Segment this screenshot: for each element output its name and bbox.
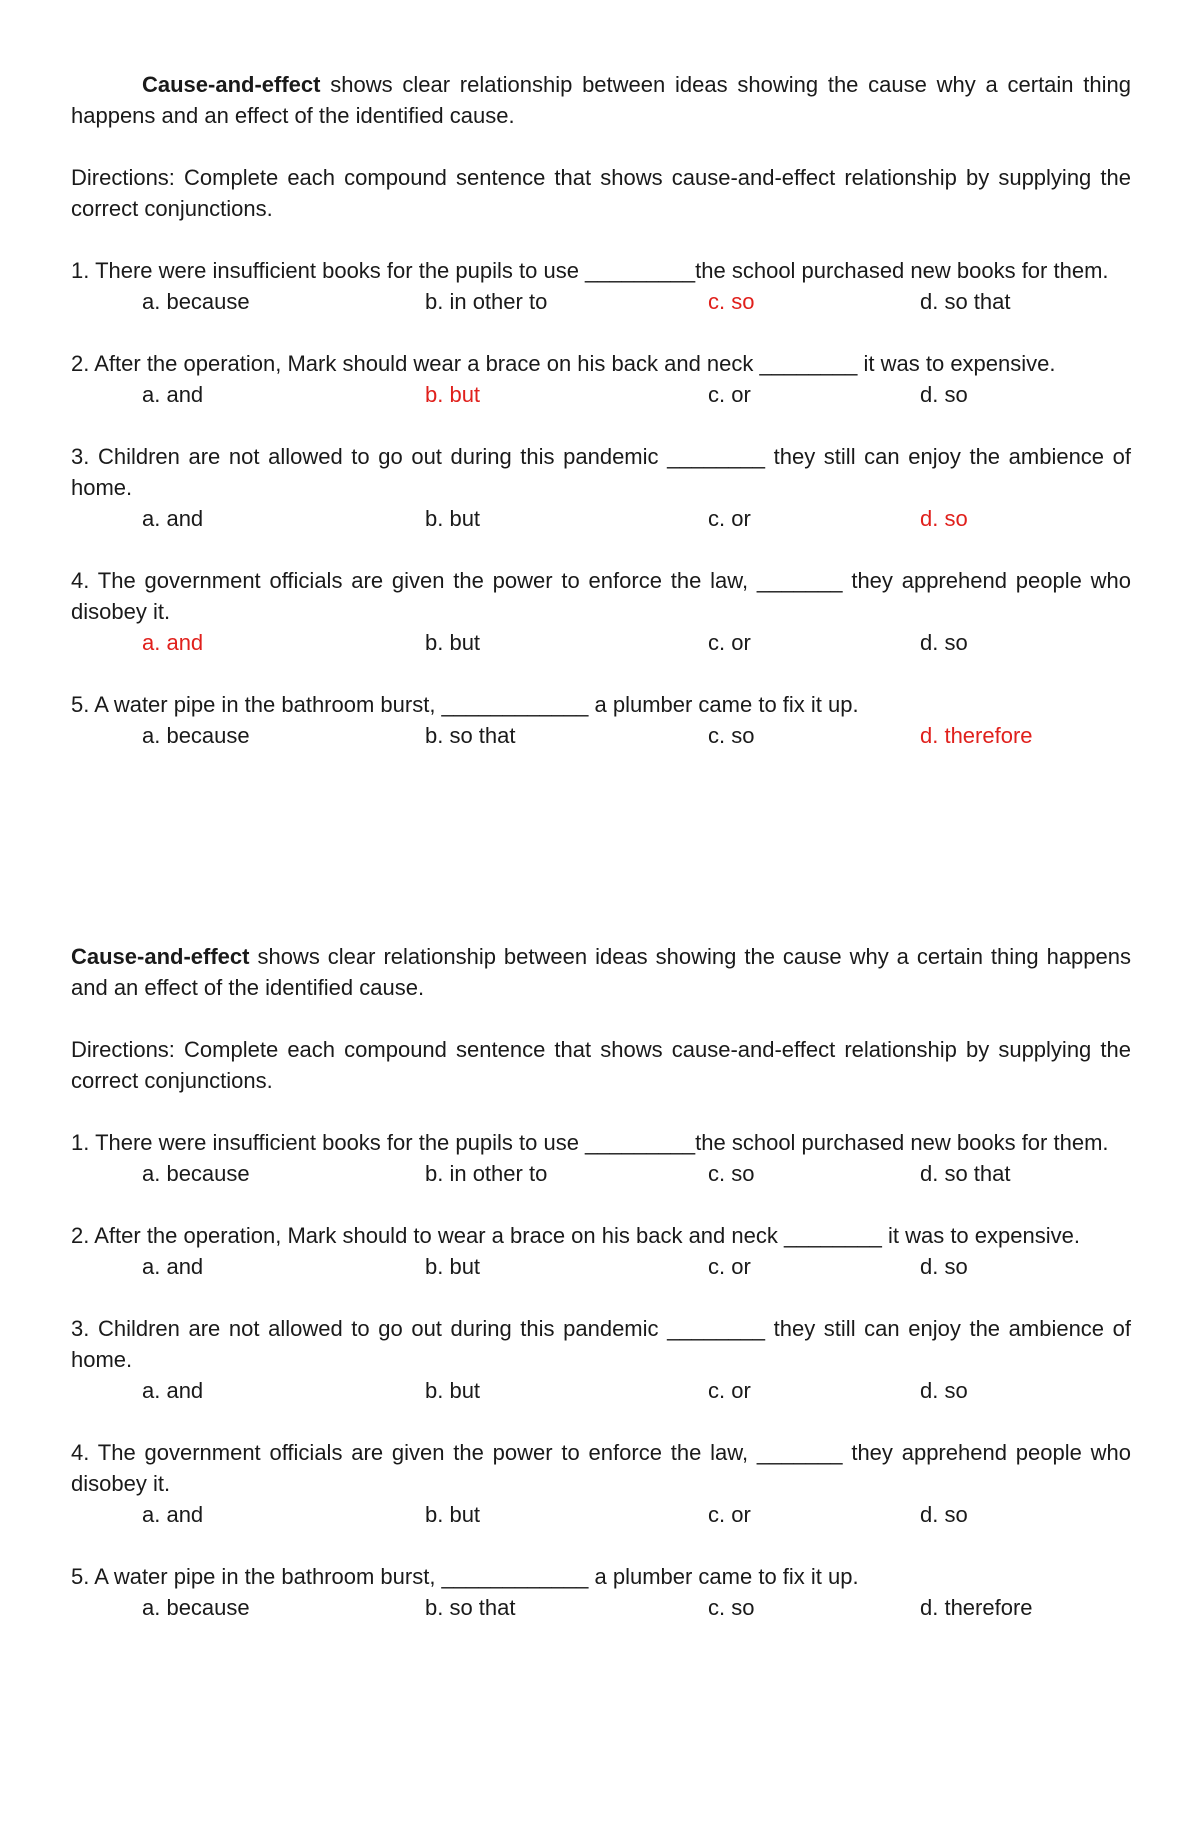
option-c: c. or (708, 1254, 751, 1279)
answer-options (71, 720, 1131, 751)
option-a: a. because (142, 1595, 250, 1620)
question-5 (71, 689, 1131, 751)
option-a: a. and (142, 382, 204, 407)
answer-options (71, 1499, 1131, 1530)
option-c: c. or (708, 630, 751, 655)
worksheet-answer-key (71, 69, 1131, 751)
option-c: c. or (708, 1502, 751, 1527)
option-d-marked-answer: d. therefore (920, 723, 1033, 748)
question-4 (71, 1437, 1131, 1530)
option-a: a. because (142, 1161, 250, 1186)
option-a: a. and (142, 1502, 204, 1527)
option-d: d. so (920, 1378, 968, 1403)
option-d: d. so (920, 1254, 968, 1279)
question-1 (71, 1127, 1131, 1189)
option-c: c. so (708, 1595, 755, 1620)
option-c: c. so (708, 1161, 755, 1186)
option-a: a. because (142, 723, 250, 748)
intro-definition: shows clear relationship between ideas showing the cause why a certain thing happens and an effect of the identified cause. (71, 72, 1131, 128)
option-b-marked-answer: b. but (425, 382, 481, 407)
option-d: d. therefore (920, 1595, 1033, 1620)
option-b: b. but (425, 506, 481, 531)
answer-options (71, 1251, 1131, 1282)
question-5 (71, 1561, 1131, 1623)
question-text: 5. A water pipe in the bathroom burst, ____________ a plumber came to fix it up. (71, 692, 859, 717)
answer-options (71, 1158, 1131, 1189)
intro-paragraph (71, 941, 1131, 1003)
option-c-marked-answer: c. so (708, 289, 755, 314)
question-text: 4. The government officials are given the power to enforce the law, _______ they apprehend people who disobey it. (71, 568, 1131, 624)
option-d: d. so (920, 630, 968, 655)
option-b: b. in other to (425, 289, 548, 314)
option-d: d. so that (920, 1161, 1011, 1186)
question-4 (71, 565, 1131, 658)
option-d: d. so (920, 1502, 968, 1527)
answer-options (71, 503, 1131, 534)
intro-definition: shows clear relationship between ideas showing the cause why a certain thing happens and an effect of the identified cause. (71, 944, 1131, 1000)
question-text: 1. There were insufficient books for the pupils to use _________the school purchased new books for them. (71, 1130, 1109, 1155)
answer-options (71, 1375, 1131, 1406)
answer-options (71, 379, 1131, 410)
option-d-marked-answer: d. so (920, 506, 968, 531)
option-c: c. or (708, 382, 751, 407)
option-c: c. or (708, 506, 751, 531)
answer-options (71, 627, 1131, 658)
option-d: d. so that (920, 289, 1011, 314)
directions-text: Directions: Complete each compound sentence that shows cause-and-effect relationship by supplying the correct conjunctions. (71, 165, 1131, 221)
option-a-marked-answer: a. and (142, 630, 204, 655)
directions-text: Directions: Complete each compound sentence that shows cause-and-effect relationship by supplying the correct conjunctions. (71, 1037, 1131, 1093)
question-text: 3. Children are not allowed to go out during this pandemic ________ they still can enjoy the ambience of home. (71, 444, 1131, 500)
question-text: 3. Children are not allowed to go out during this pandemic ________ they still can enjoy the ambience of home. (71, 1316, 1131, 1372)
answer-options (71, 1592, 1131, 1623)
option-c: c. so (708, 723, 755, 748)
intro-term: Cause-and-effect (142, 72, 321, 97)
option-a: a. and (142, 506, 204, 531)
answer-options (71, 286, 1131, 317)
option-c: c. or (708, 1378, 751, 1403)
option-b: b. but (425, 630, 481, 655)
option-a: a. and (142, 1378, 204, 1403)
option-b: b. so that (425, 1595, 516, 1620)
option-b: b. but (425, 1378, 481, 1403)
question-text: 5. A water pipe in the bathroom burst, ____________ a plumber came to fix it up. (71, 1564, 859, 1589)
option-a: a. and (142, 1254, 204, 1279)
intro-term: Cause-and-effect (71, 944, 250, 969)
option-b: b. in other to (425, 1161, 548, 1186)
option-b: b. but (425, 1254, 481, 1279)
question-3 (71, 441, 1131, 534)
option-d: d. so (920, 382, 968, 407)
question-text: 2. After the operation, Mark should wear a brace on his back and neck ________ it was to expensive. (71, 351, 1056, 376)
option-b: b. so that (425, 723, 516, 748)
question-text: 4. The government officials are given the power to enforce the law, _______ they apprehend people who disobey it. (71, 1440, 1131, 1496)
question-text: 2. After the operation, Mark should to wear a brace on his back and neck ________ it was to expensive. (71, 1223, 1080, 1248)
option-b: b. but (425, 1502, 481, 1527)
question-1 (71, 255, 1131, 317)
intro-paragraph (71, 69, 1131, 131)
question-text: 1. There were insufficient books for the pupils to use _________the school purchased new books for them. (71, 258, 1109, 283)
worksheet-blank (71, 941, 1131, 1623)
question-3 (71, 1313, 1131, 1406)
option-a: a. because (142, 289, 250, 314)
question-2 (71, 1220, 1131, 1282)
question-2 (71, 348, 1131, 410)
